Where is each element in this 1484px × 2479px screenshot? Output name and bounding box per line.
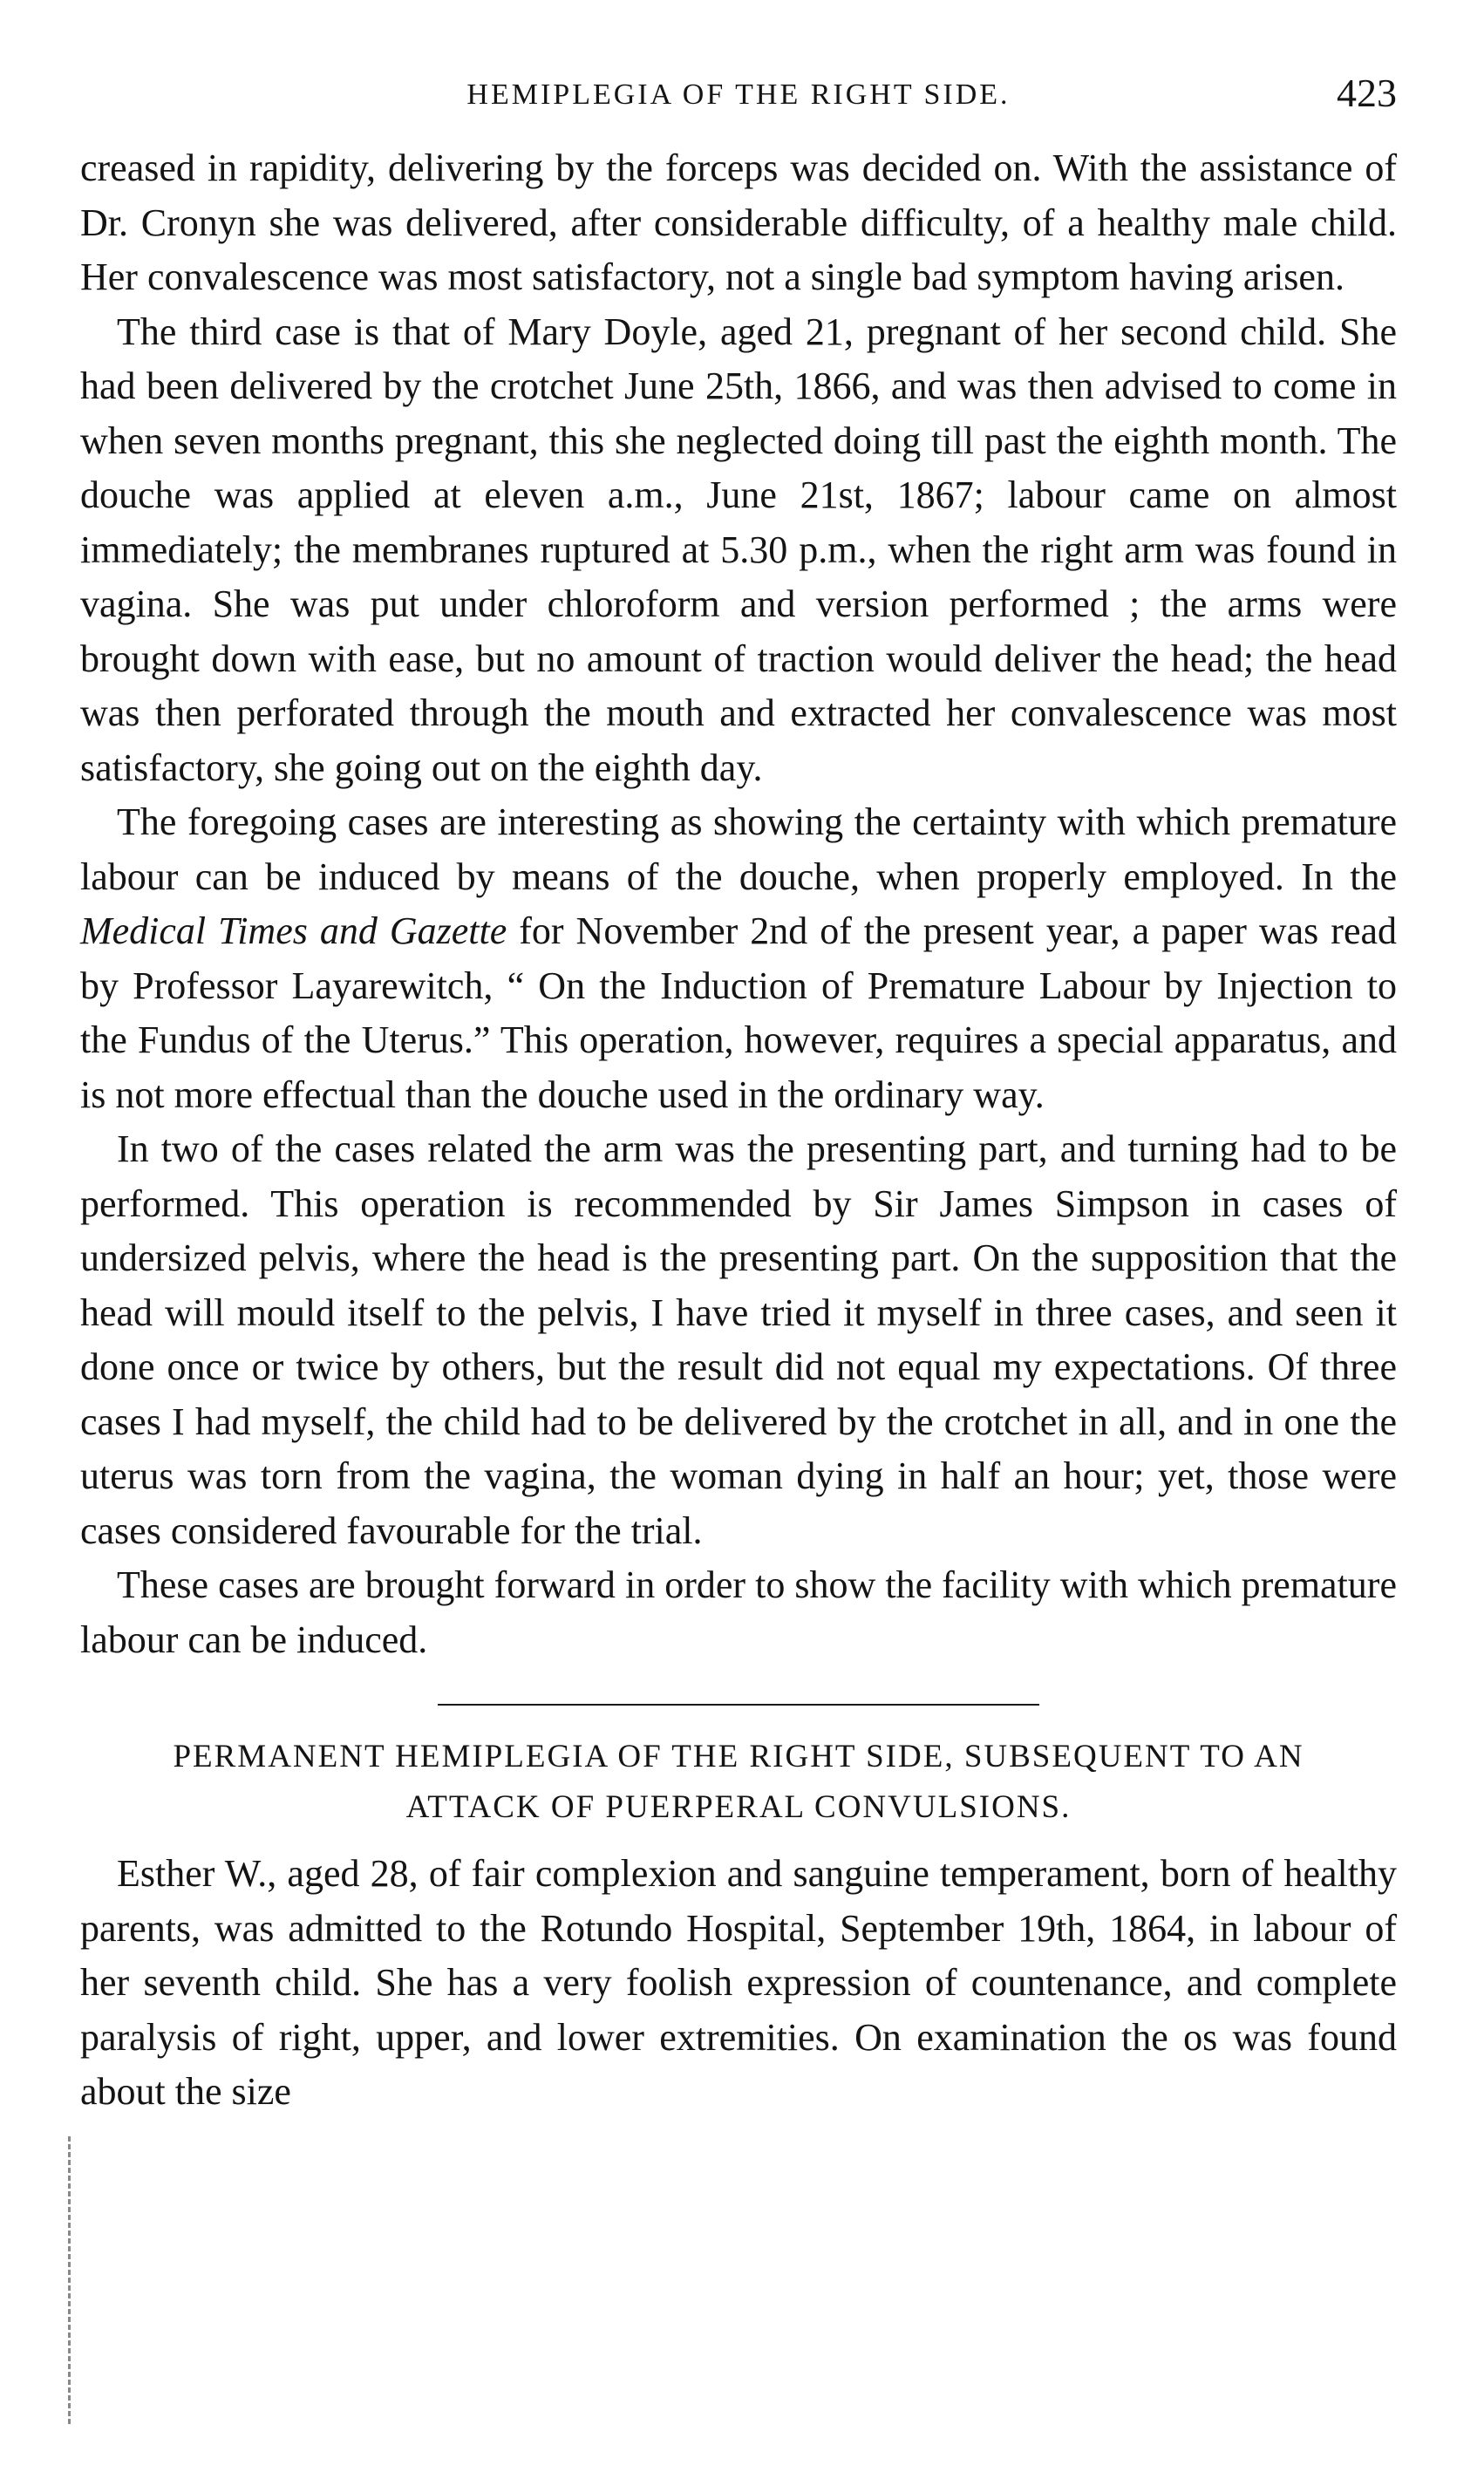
paragraph-turning: In two of the cases related the arm was the presenting part, and turning had to be performed. This operation is recommended by Sir James Simpson in cases of undersized pelvis, where the head is the presenting part. On the supposition that the head will mould itself to the pelvis, I have tried it myself in three cases, and seen it done once or twice by others, but the result did not equal my expectations. Of three cases I had myself, the child had to be delivered by the crotchet in all, and in one the uterus was torn from the vagina, the woman dying in half an hour; yet, those were cases considered favourable for the trial. (80, 1127, 1397, 1552)
binding-edge-mark (68, 2136, 71, 2424)
paragraph-case-report: Esther W., aged 28, of fair complexion and sanguine temperament, born of healthy parents, was admitted to the Rotundo Hospital, September 19th, 1864, in labour of her seventh child. She has a very foolish expression of countenance, and complete paralysis of right, upper, and lower extremities. On examination the os was found about the size (80, 1852, 1397, 2113)
page-number: 423 (1337, 71, 1397, 115)
paragraph-text: for November 2nd of the present year, a paper was read by Professor Layarewitch, “ On the Induction of Premature Labour by Injection to the Fundus of the Uterus.” This operation, however, requires a special apparatus, and is not more effectual than the douche used in the ordinary way. (80, 909, 1397, 1116)
article-title (80, 1732, 1397, 1833)
running-title: HEMIPLEGIA OF THE RIGHT SIDE. (466, 78, 1011, 111)
paragraph-foregoing-cases (80, 795, 1397, 1122)
journal-title: Medical Times and Gazette (80, 909, 507, 952)
book-page (80, 70, 1397, 2120)
article-title-line-2: ATTACK OF PUERPERAL CONVULSIONS. (405, 1789, 1072, 1825)
running-head (80, 70, 1397, 122)
section-divider (438, 1704, 1039, 1706)
article-title-line-1: PERMANENT HEMIPLEGIA OF THE RIGHT SIDE, SUBSEQUENT TO AN (173, 1739, 1304, 1774)
paragraph-third-case: The third case is that of Mary Doyle, aged 21, pregnant of her second child. She had been delivered by the crotchet June 25th, 1866, and was then advised to come in when seven months pregnant, this she neglected doing till past the eighth month. The douche was applied at eleven a.m., June 21st, 1867; labour came on almost immediately; the membranes ruptured at 5.30 p.m., when the right arm was found in vagina. She was put under chloroform and version performed ; the arms were brought down with ease, but no amount of traction would deliver the head; the head was then perforated through the mouth and extracted her convalescence was most satisfactory, she going out on the eighth day. (80, 310, 1397, 789)
paragraph-text: The foregoing cases are interesting as showing the certainty with which premature labour can be induced by means of the douche, when properly employed. In the (80, 800, 1397, 898)
paragraph-conclusion: These cases are brought forward in order to show the facility with which premature labour can be induced. (80, 1563, 1397, 1661)
paragraph-continuation: creased in rapidity, delivering by the forceps was decided on. With the assistance of Dr. Cronyn she was delivered, after considerable difficulty, of a healthy male child. Her convalescence was most satisfactory, not a single bad symptom having arisen. (80, 146, 1397, 298)
